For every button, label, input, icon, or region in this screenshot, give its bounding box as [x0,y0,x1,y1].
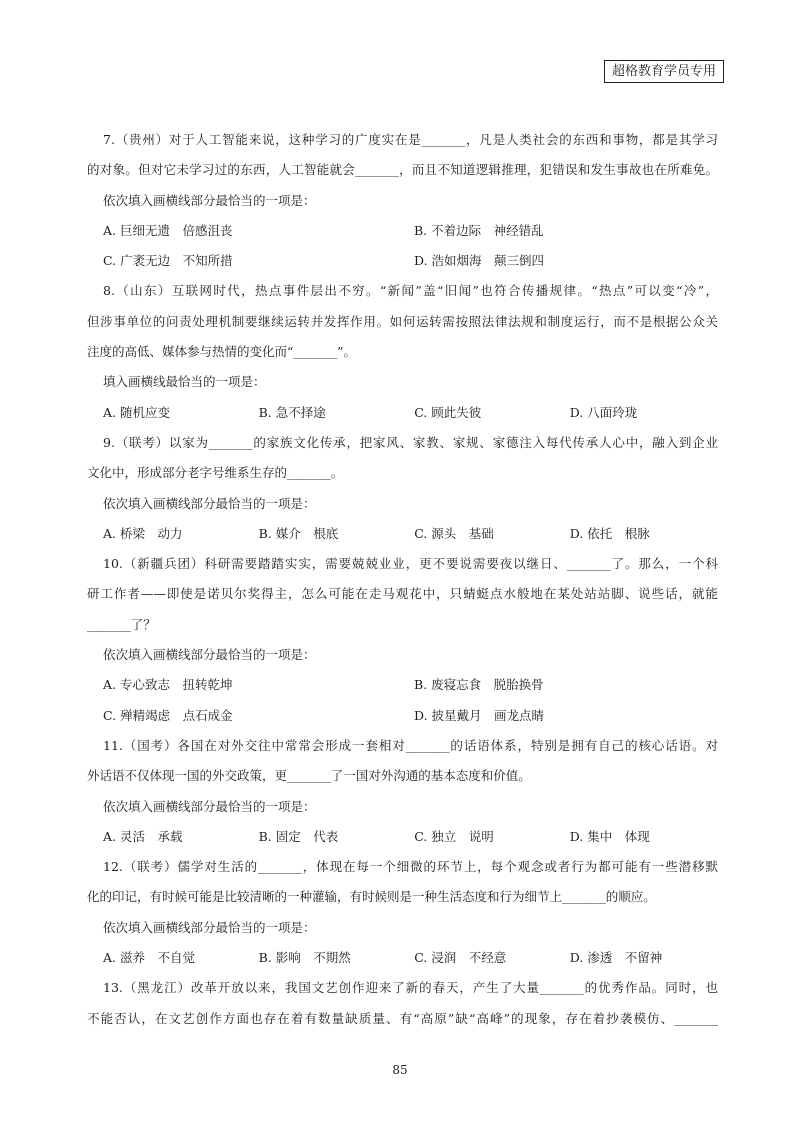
question-text-line: 外话语不仅体现一国的外交政策，更_______了一国对外沟通的基本态度和价值。 [87,768,531,784]
option-b: B. 废寝忘食 脱胎换骨 [414,677,544,693]
question-prompt: 依次填入画横线部分最恰当的一项是： [103,495,316,511]
options-row [87,246,718,276]
question-text-line: 但涉事单位的问责处理机制要继续运转并发挥作用。如何运转需按照法律法规和制度运行，而不是根据公众关 [87,313,718,329]
option-b: B. 媒介 根底 [258,525,339,541]
option-d: D. 依托 根脉 [569,525,650,541]
question-text-line: 9.（联考）以家为_______的家族文化传承，把家风、家教、家规、家德注入每代传承人心中，融入到企业 [103,434,718,450]
option-c: C. 源头 基础 [414,525,494,541]
option-a: A. 桥梁 动力 [103,525,183,541]
question-text-line: 化的印记，有时候可能是比较清晰的一种灌输，有时候则是一种生活态度和行为细节上_______的顺应。 [87,889,656,905]
question-12 [87,852,718,973]
question-8 [87,276,718,427]
options-row [87,670,718,700]
option-d: D. 披星戴月 画龙点睛 [414,707,545,723]
option-d: D. 八面玲珑 [569,404,638,420]
option-c: C. 独立 说明 [414,828,494,844]
header-label-box: 超格教育学员专用 [604,60,724,83]
option-a: A. 随机应变 [103,404,170,420]
option-d: D. 集中 体现 [569,828,650,844]
question-10 [87,549,718,731]
option-a: A. 滋养 不自觉 [103,950,195,966]
question-prompt: 依次填入画横线部分最恰当的一项是： [103,919,316,935]
options-row [87,943,718,973]
question-11 [87,731,718,852]
option-b: B. 固定 代表 [258,828,339,844]
question-prompt: 填入画横线最恰当的一项是： [103,374,266,390]
question-prompt: 依次填入画横线部分最恰当的一项是： [103,192,316,208]
question-text-line: 研工作者——即使是诺贝尔奖得主，怎么可能在走马观花中，只蜻蜓点水般地在某处站站脚、说些话，就能 [87,586,718,602]
option-a: A. 专心致志 扭转乾坤 [103,677,233,693]
options-row [87,216,718,246]
question-13 [87,973,718,1034]
option-b: B. 急不择途 [258,404,326,420]
option-c: C. 顾此失彼 [414,404,482,420]
option-b: B. 影响 不期然 [258,950,351,966]
option-c: C. 浸润 不经意 [414,950,507,966]
question-text-line: 注度的高低、媒体参与热情的变化而“_______”。 [87,344,357,360]
question-text-line: 10.（新疆兵团）科研需要踏踏实实，需要兢兢业业，更不要说需要夜以继日、_______了。那么，一个科 [103,556,718,572]
question-text-line: 的对象。但对它未学习过的东西，人工智能就会_______，而且不知道逻辑推理，犯错误和发生事故也在所难免。 [87,162,718,178]
option-d: D. 渗透 不留神 [569,950,663,966]
question-prompt: 依次填入画横线部分最恰当的一项是： [103,798,316,814]
question-text-line: 7.（贵州）对于人工智能来说，这种学习的广度实在是_______，凡是人类社会的东西和事物，都是其学习 [103,132,718,147]
question-list [87,125,718,1034]
question-text-line: 8.（山东）互联网时代，热点事件层出不穷。“新闻”盖“旧闻”也符合传播规律。“热点”可以变“冷”， [103,283,718,299]
option-d: D. 浩如烟海 颠三倒四 [414,253,545,269]
question-text-line: 13.（黑龙江）改革开放以来，我国文艺创作迎来了新的春天，产生了大量_______的优秀作品。同时，也 [103,980,718,996]
question-9 [87,428,718,549]
question-7 [87,125,718,276]
option-a: A. 灵活 承载 [103,828,183,844]
options-row [87,519,718,549]
question-prompt: 依次填入画横线部分最恰当的一项是： [103,647,316,663]
page-number: 85 [392,1063,408,1077]
question-text-line: 12.（联考）儒学对生活的_______，体现在每一个细微的环节上，每个观念或者行为都可能有一些潜移默 [103,859,718,875]
option-b: B. 不着边际 神经错乱 [414,222,544,238]
options-row [87,398,718,428]
option-c: C. 殚精竭虑 点石成金 [103,707,233,723]
question-text-line: 11.（国考）各国在对外交往中常常会形成一套相对_______的话语体系，特别是拥有自己的核心话语。对 [103,737,718,753]
option-a: A. 巨细无遗 倍感沮丧 [103,222,233,238]
question-text-line: _______了？ [87,616,156,632]
options-row [87,822,718,852]
options-row [87,701,718,731]
question-text-line: 文化中，形成部分老字号维系生存的_______。 [87,465,344,481]
question-text-line: 不能否认，在文艺创作方面也存在着有数量缺质量、有“高原”缺“高峰”的现象，存在着抄袭模仿、_______ [87,1010,718,1026]
option-c: C. 广袤无边 不知所措 [103,253,233,269]
